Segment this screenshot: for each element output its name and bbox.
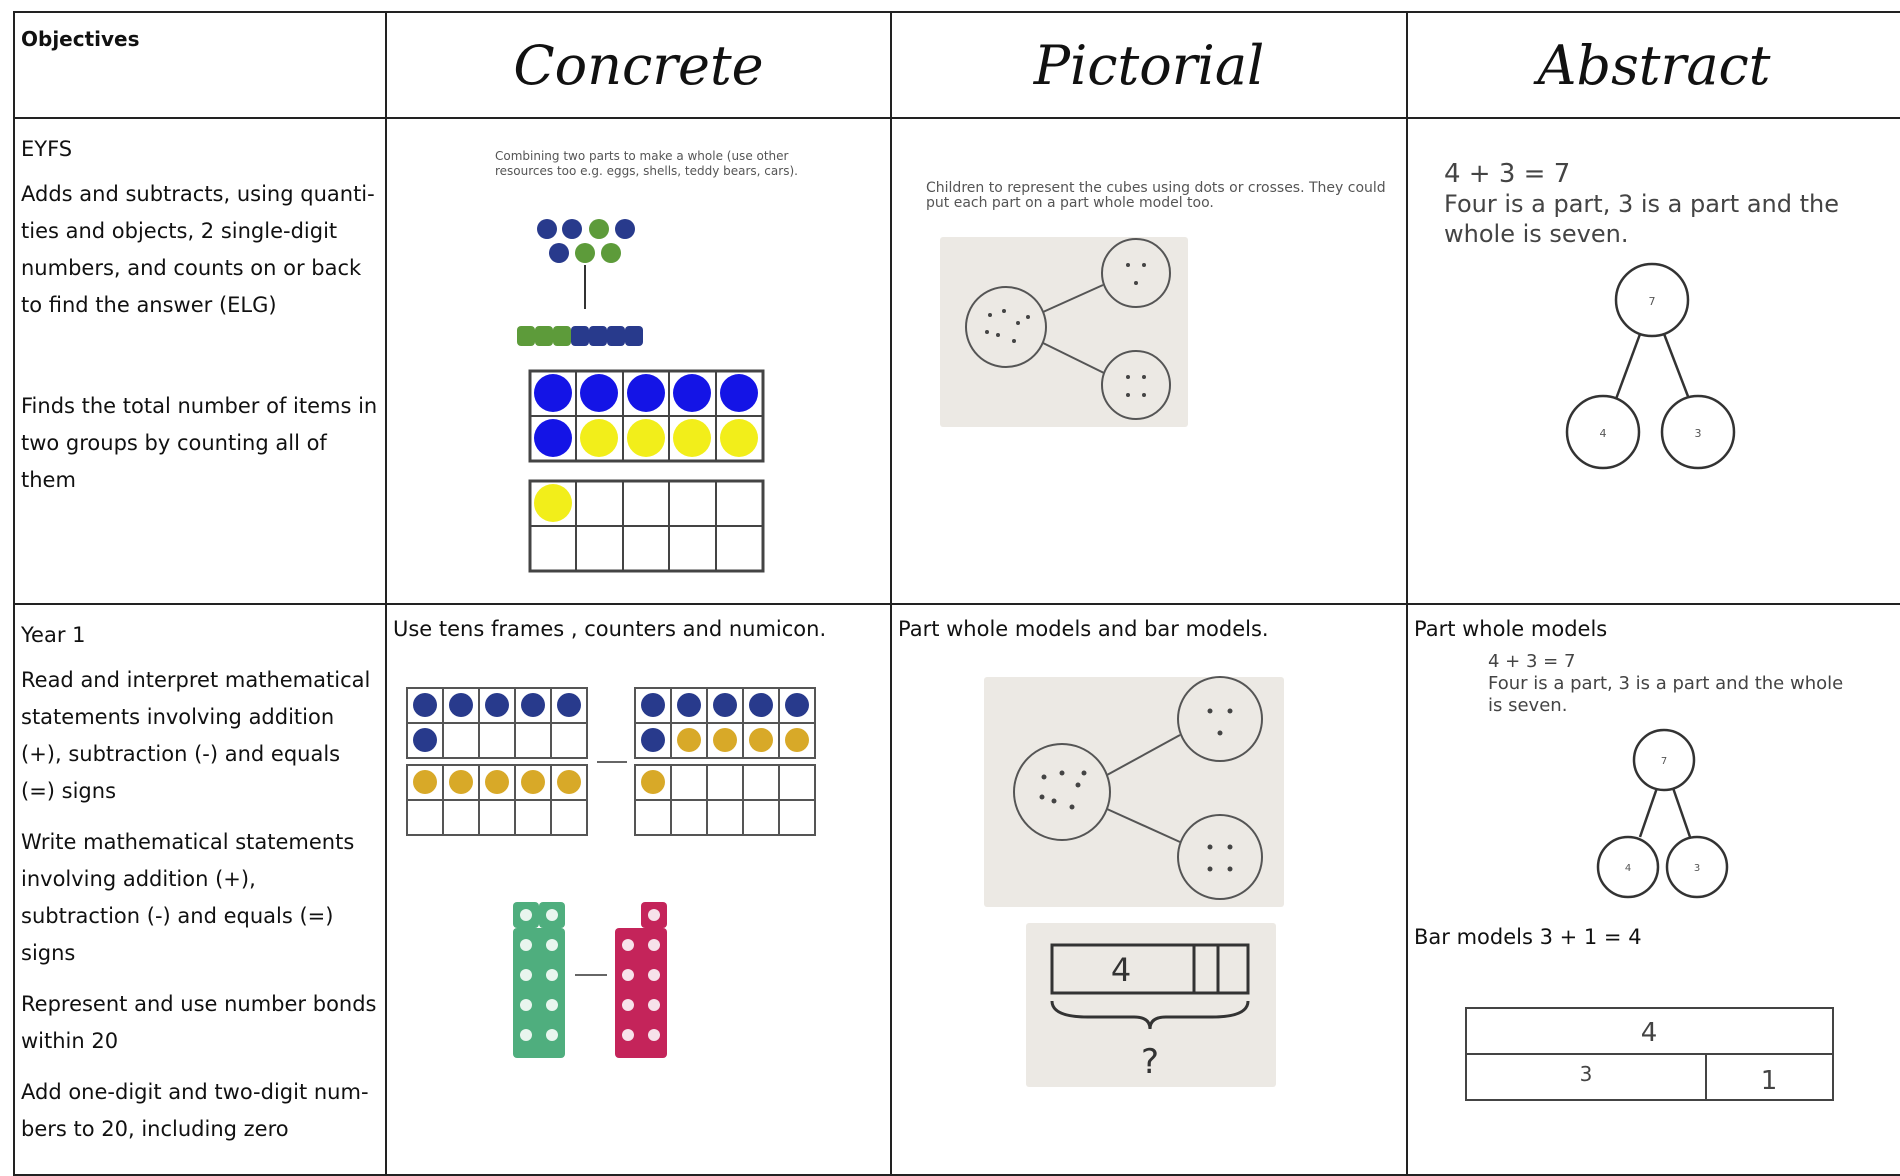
year1-abstract-equation: 4 + 3 = 7	[1488, 651, 1576, 672]
eyfs-abstract-cell	[1407, 118, 1900, 604]
eyfs-pictorial-cell	[891, 118, 1407, 604]
year1-concrete-caption: Use tens frames , counters and numicon.	[393, 617, 827, 641]
year1-pw-whole: 7	[1660, 756, 1668, 767]
year1-bar-models-label: Bar models 3 + 1 = 4	[1414, 925, 1642, 949]
eyfs-objective-1: Adds and subtracts, using quanti-ties and objects, 2 single-digit numbers, and counts on or back to find the answer (ELG)	[21, 182, 375, 317]
year1-objective-2: Write mathematical statements involving addition (+), subtraction (-) and equals (=) signs	[21, 830, 355, 965]
abstract-header: Abstract	[1407, 12, 1900, 118]
eyfs-abstract-text: Four is a part, 3 is a part and the whole is seven.	[1444, 190, 1840, 248]
eyfs-concrete-caption: Combining two parts to make a whole (use other resources too e.g. eggs, shells, teddy bears, cars).	[495, 149, 798, 178]
year1-abstract-text: Four is a part, 3 is a part and the whole is seven.	[1488, 673, 1844, 716]
pictorial-header: Pictorial	[891, 12, 1407, 118]
year1-pictorial-caption: Part whole models and bar models.	[898, 617, 1269, 641]
year1-objective-3: Represent and use number bonds within 20	[21, 992, 377, 1053]
concrete-header: Concrete	[386, 12, 891, 118]
eyfs-pw-part-1: 4	[1599, 427, 1607, 440]
year1-concrete-cell	[386, 604, 891, 1175]
year1-part-whole-model	[1408, 605, 1900, 1112]
year1-objectives-cell	[14, 604, 386, 1175]
bar-part-2-label: 1	[1760, 1066, 1778, 1096]
eyfs-pictorial-caption: Children to represent the cubes using dots or crosses. They could put each part on a part whole model too.	[926, 180, 1386, 211]
eyfs-label: EYFS	[21, 137, 73, 161]
eyfs-part-whole-model	[1408, 119, 1900, 605]
year1-label: Year 1	[21, 623, 86, 647]
year1-pw-part-1: 4	[1624, 863, 1632, 874]
bar-whole-label: 4	[1640, 1018, 1658, 1048]
bar-photo-question: ?	[1140, 1042, 1160, 1082]
objectives-header: Objectives	[14, 12, 386, 118]
tens-frames-numicon-image	[387, 605, 892, 1112]
year1-objective-4: Add one-digit and two-digit num-bers to 20, including zero	[21, 1080, 369, 1141]
eyfs-abstract-equation: 4 + 3 = 7	[1444, 159, 1571, 189]
part-whole-dots-photo	[940, 237, 1188, 427]
objectives-table	[13, 11, 1900, 1176]
eyfs-objective-2: Finds the total number of items in two groups by counting all of them	[21, 394, 378, 492]
year1-pictorial-cell	[891, 604, 1407, 1175]
year1-pw-part-2: 3	[1693, 863, 1701, 874]
year1-objective-1: Read and interpret mathematical statements involving addition (+), subtraction (-) and equals (=) signs	[21, 668, 371, 803]
year1-abstract-cell	[1407, 604, 1900, 1175]
eyfs-objectives-cell	[14, 118, 386, 604]
eyfs-pw-part-2: 3	[1694, 427, 1702, 440]
bar-photo-top-label: 4	[1110, 951, 1132, 989]
year1-abstract-title: Part whole models	[1414, 617, 1608, 641]
part-whole-dots-photo-2	[984, 677, 1284, 907]
cubes-combining-image	[387, 119, 892, 605]
bar-model-photo	[1026, 923, 1276, 1087]
bar-part-1-label: 3	[1579, 1062, 1593, 1086]
eyfs-concrete-cell	[386, 118, 891, 604]
eyfs-pw-whole: 7	[1648, 295, 1656, 308]
